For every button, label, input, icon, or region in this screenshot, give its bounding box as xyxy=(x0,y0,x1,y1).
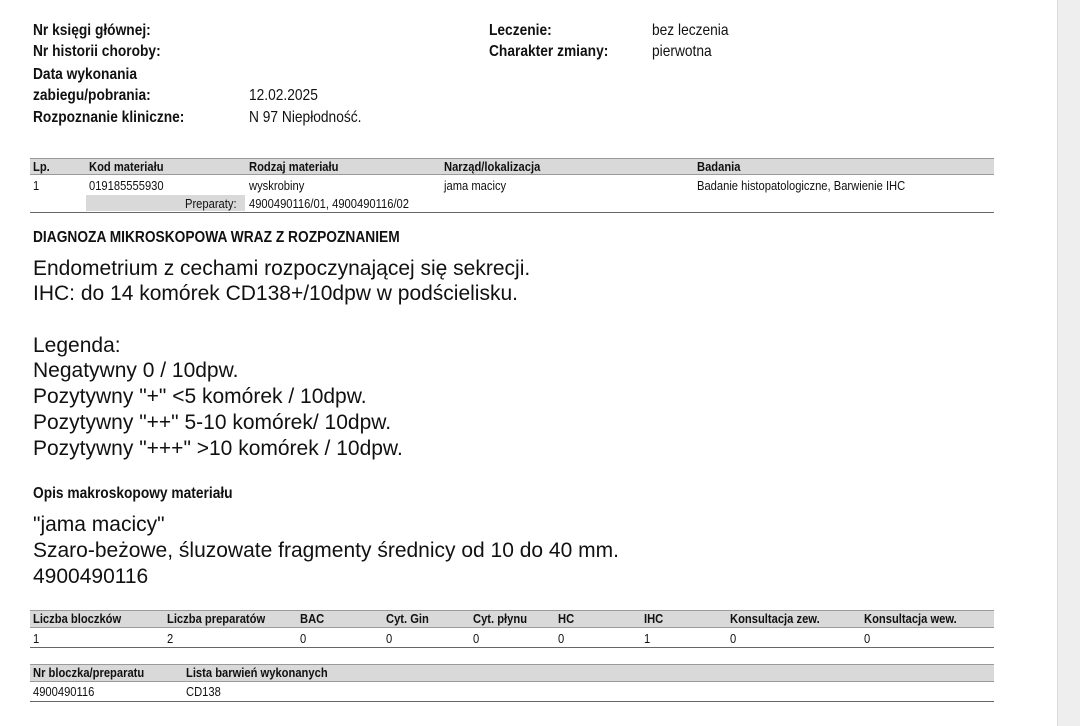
cell-rodzaj: wyskrobiny xyxy=(249,178,305,193)
cell-konsultacja-zew: 0 xyxy=(730,631,737,646)
diagnosis-line: Endometrium z cechami rozpoczynającej się sekrecji. xyxy=(33,257,531,280)
col-hc: HC xyxy=(558,611,575,626)
cell-lista-barwien: CD138 xyxy=(186,684,221,699)
legend-line: Negatywny 0 / 10dpw. xyxy=(33,359,239,382)
cell-cyt-plynu: 0 xyxy=(473,631,480,646)
cell-lp: 1 xyxy=(33,178,40,193)
col-bac: BAC xyxy=(300,611,325,626)
legend-line: Pozytywny "++" 5-10 komórek/ 10dpw. xyxy=(33,411,392,434)
col-ihc: IHC xyxy=(644,611,664,626)
col-badania: Badania xyxy=(697,159,741,174)
col-lp: Lp. xyxy=(33,159,50,174)
col-lista-barwien: Lista barwień wykonanych xyxy=(186,665,328,680)
col-liczba-bloczkow: Liczba bloczków xyxy=(33,611,122,626)
preparaty-value: 4900490116/01, 4900490116/02 xyxy=(249,196,410,211)
value-date: 12.02.2025 xyxy=(249,87,318,104)
col-konsultacja-zew: Konsultacja zew. xyxy=(730,611,820,626)
col-rodzaj: Rodzaj materiału xyxy=(249,159,339,174)
cell-liczba-bloczkow: 1 xyxy=(33,631,40,646)
diagnosis-line: IHC: do 14 komórek CD138+/10dpw w podścielisku. xyxy=(33,282,518,305)
label-charakter: Charakter zmiany: xyxy=(489,43,609,60)
label-data-wykonania: Data wykonania xyxy=(33,66,138,83)
col-cyt-plynu: Cyt. płynu xyxy=(473,611,528,626)
cell-nr-bloczka: 4900490116 xyxy=(33,684,95,699)
col-cyt-gin: Cyt. Gin xyxy=(386,611,429,626)
cell-ihc: 1 xyxy=(644,631,651,646)
cell-cyt-gin: 0 xyxy=(386,631,393,646)
label-rozpoznanie: Rozpoznanie kliniczne: xyxy=(33,109,185,126)
preparaty-label: Preparaty: xyxy=(185,196,237,211)
legend-line: Pozytywny "+" <5 komórek / 10dpw. xyxy=(33,385,367,408)
value-rozpoznanie: N 97 Niepłodność. xyxy=(249,109,362,126)
macro-line: "jama macicy" xyxy=(33,513,165,536)
label-zabiegu: zabiegu/pobrania: xyxy=(33,87,151,104)
macro-title: Opis makroskopowy materiału xyxy=(33,485,233,502)
diagnosis-title: DIAGNOZA MIKROSKOPOWA WRAZ Z ROZPOZNANIEM xyxy=(33,229,400,246)
cell-badania: Badanie histopatologiczne, Barwienie IHC xyxy=(697,178,906,193)
counts-table-bottom-rule xyxy=(30,647,994,648)
right-edge-gutter xyxy=(1057,0,1080,726)
cell-konsultacja-wew: 0 xyxy=(864,631,871,646)
cell-liczba-preparatow: 2 xyxy=(167,631,174,646)
cell-narzad: jama macicy xyxy=(444,178,507,193)
stains-table-header xyxy=(30,664,994,682)
col-nr-bloczka: Nr bloczka/preparatu xyxy=(33,665,145,680)
value-charakter: pierwotna xyxy=(652,43,712,60)
col-narzad: Narząd/lokalizacja xyxy=(444,159,541,174)
label-nr-ksiegi: Nr księgi głównej: xyxy=(33,22,151,39)
label-nr-historii: Nr historii choroby: xyxy=(33,43,161,60)
col-kod: Kod materiału xyxy=(89,159,164,174)
value-leczenie: bez leczenia xyxy=(652,22,729,39)
cell-hc: 0 xyxy=(558,631,565,646)
macro-line: Szaro-beżowe, śluzowate fragmenty średnicy od 10 do 40 mm. xyxy=(33,539,619,562)
cell-kod: 019185555930 xyxy=(89,178,164,193)
macro-line: 4900490116 xyxy=(33,565,149,588)
cell-bac: 0 xyxy=(300,631,307,646)
legend-line: Pozytywny "+++" >10 komórek / 10dpw. xyxy=(33,437,403,460)
legend-title: Legenda: xyxy=(33,334,121,357)
stains-table-bottom-rule xyxy=(30,701,994,702)
col-konsultacja-wew: Konsultacja wew. xyxy=(864,611,957,626)
col-liczba-preparatow: Liczba preparatów xyxy=(167,611,266,626)
label-leczenie: Leczenie: xyxy=(489,22,552,39)
material-table-bottom-rule xyxy=(30,212,994,213)
